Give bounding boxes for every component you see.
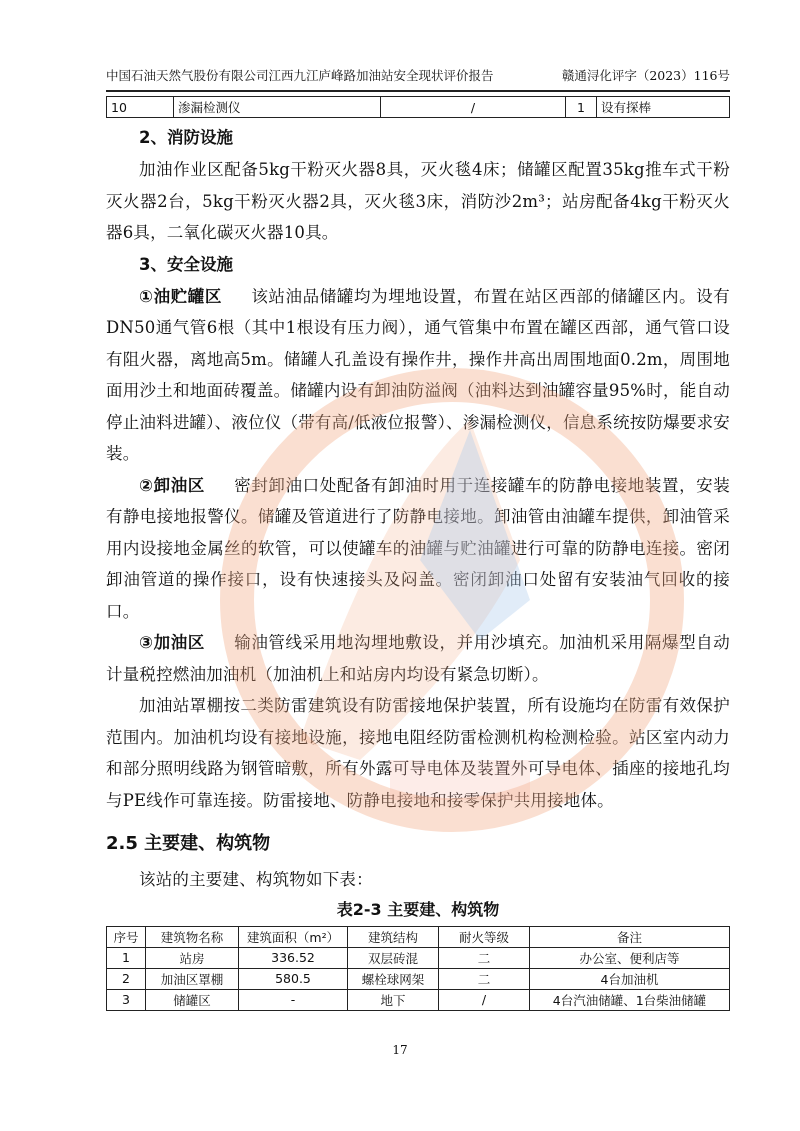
table-cell: 580.5 [239,968,348,989]
safety-facilities-heading: 3、安全设施 [139,254,233,274]
unloading-area-lead: ②卸油区 [139,475,205,495]
buildings-table [106,926,730,1011]
tank-area-lead: ①油贮罐区 [139,286,223,306]
table-row [107,989,730,1010]
equipment-table-continuation [106,96,730,118]
table-cell: 地下 [348,989,439,1010]
cell-qty: 1 [566,97,597,118]
header-cell: 备注 [530,926,730,947]
table-cell: 3 [107,989,146,1010]
header-report-title: 中国石油天然气股份有限公司江西九江庐峰路加油站安全现状评价报告 [106,68,494,83]
table-cell: 4台加油机 [530,968,730,989]
page-header [106,66,730,86]
header-cell: 建筑结构 [348,926,439,947]
table-cell: 二 [439,968,530,989]
tank-area-paragraph [106,281,730,470]
table-cell: 4台汽油储罐、1台柴油储罐 [530,989,730,1010]
table-cell: 储罐区 [146,989,239,1010]
header-report-number: 赣通浔化评字（2023）116号 [561,68,730,83]
fire-facilities-heading: 2、消防设施 [139,128,233,147]
unloading-area-paragraph [106,470,730,628]
table-row [107,968,730,989]
document-body [106,122,730,1011]
table-cell: 站房 [146,947,239,968]
table-row [107,947,730,968]
table-row [107,97,730,118]
table-cell: 1 [107,947,146,968]
table-cell: / [439,989,530,1010]
section-intro: 该站的主要建、构筑物如下表： [139,870,373,889]
table-cell: 双层砖混 [348,947,439,968]
cell-note: 设有探棒 [597,97,730,118]
header-divider [106,90,730,92]
table-cell: 336.52 [239,947,348,968]
fueling-area-paragraph [106,627,730,690]
page-number: 17 [392,1043,408,1057]
tank-area-text: 该站油品储罐均为埋地设置，布置在站区西部的储罐区内。设有DN50通气管6根（其中1根设有压力阀），通气管集中布置在罐区西部，通气管口设有阻火器，离地高5m。储罐人孔盖设有操作井，操作井高出周围地面0.2m，周围地面用沙土和地面砖覆盖。储罐内设有卸油防溢阀（油料达到油罐容量95%时，能自动停止油料进罐）、液位仪（带有高/低液位报警）、渗漏检测仪，信息系统按防爆要求安装。 [106,286,730,463]
fire-facilities-text: 加油作业区配备5kg干粉灭火器8具，灭火毯4床；储罐区配置35kg推车式干粉灭火器2台，5kg干粉灭火器2具，灭火毯3床，消防沙2m³；站房配备4kg干粉灭火器6具，二氧化碳灭火器10具。 [106,160,730,242]
header-cell: 耐火等级 [439,926,530,947]
table-cell: 加油区罩棚 [146,968,239,989]
header-cell: 建筑面积（m²） [239,926,348,947]
table-cell: 办公室、便利店等 [530,947,730,968]
table-caption: 表2-3 主要建、构筑物 [336,899,500,919]
cell-model: / [381,97,566,118]
table-cell: 2 [107,968,146,989]
table-cell: 螺栓球网架 [348,968,439,989]
lightning-protection-paragraph: 加油站罩棚按二类防雷建筑设有防雷接地保护装置，所有设施均在防雷有效保护范围内。加油机均设有接地设施，接地电阻经防雷检测机构检测检验。站区室内动力和部分照明线路为钢管暗敷，所有外露可导电体及装置外可导电体、插座的接地孔均与PE线作可靠连接。防雷接地、防静电接地和接零保护共用接地体。 [106,696,730,810]
fueling-area-text: 输油管线采用地沟埋地敷设，并用沙填充。加油机采用隔爆型自动计量税控燃油加油机（加油机上和站房内均设有紧急切断）。 [106,633,730,684]
table-header-row [107,926,730,947]
cell-name: 渗漏检测仪 [174,97,381,118]
fueling-area-lead: ③加油区 [139,633,205,652]
section-heading: 2.5 主要建、构筑物 [106,833,271,854]
cell-no: 10 [107,97,174,118]
header-cell: 序号 [107,926,146,947]
table-cell: - [239,989,348,1010]
unloading-area-text: 密封卸油口处配备有卸油时用于连接罐车的防静电接地装置，安装有静电接地报警仪。储罐及管道进行了防静电接地。卸油管由油罐车提供，卸油管采用内设接地金属丝的软管，可以使罐车的油罐与贮油罐进行可靠的防静电连接。密闭卸油管道的操作接口，设有快速接头及闷盖。密闭卸油口处留有安装油气回收的接口。 [106,475,730,621]
header-cell: 建筑物名称 [146,926,239,947]
table-cell: 二 [439,947,530,968]
